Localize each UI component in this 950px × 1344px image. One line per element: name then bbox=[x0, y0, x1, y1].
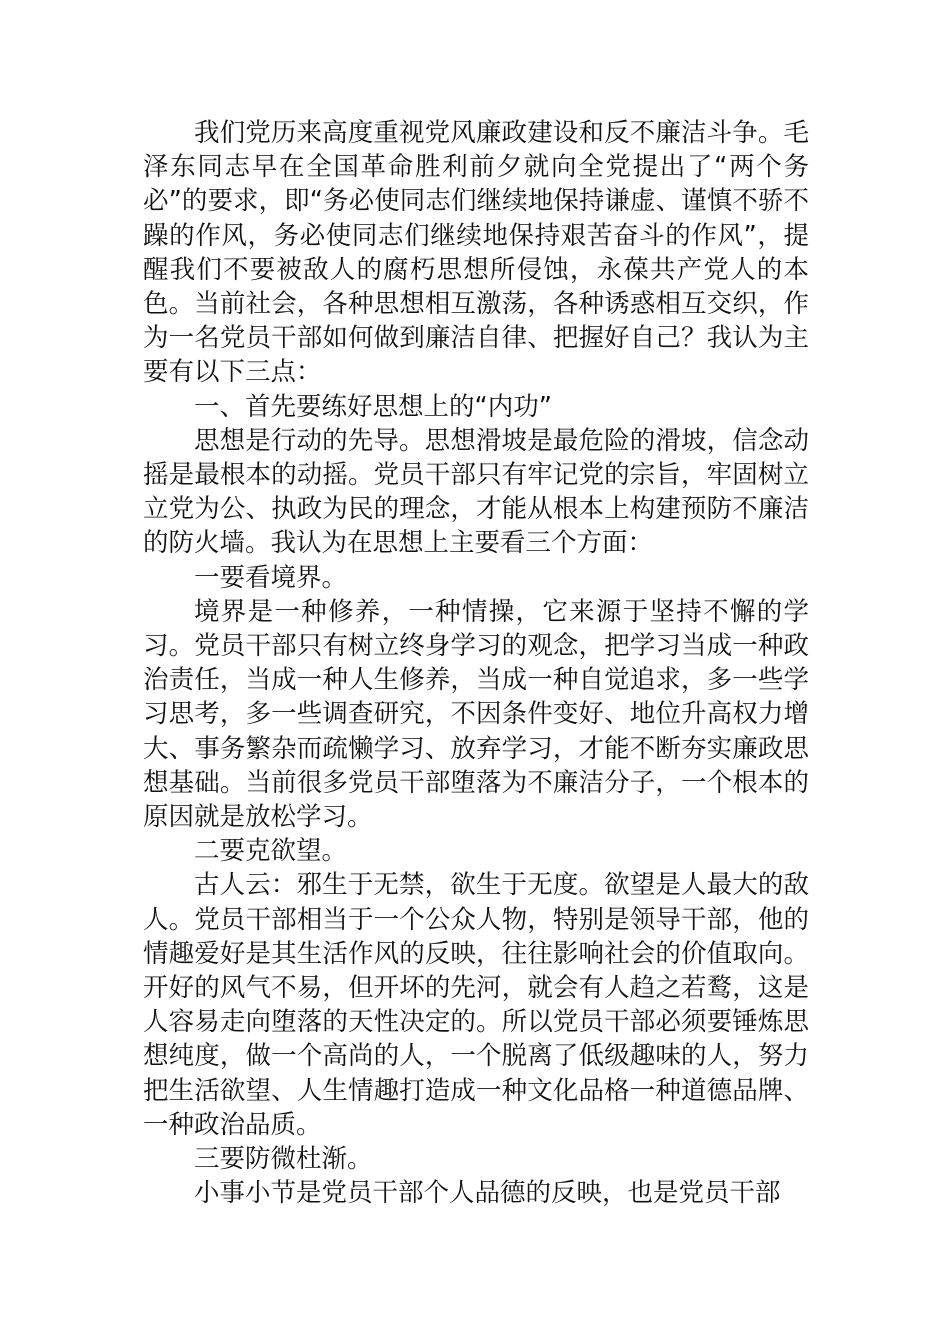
subheading-desire: 二要克欲望。 bbox=[194, 836, 348, 867]
body-paragraph: 古人云：邪生于无禁，欲生于无度。欲望是人最大的敌人。党员干部相当于一个公众人物，特别是领导干部，他的情趣爱好是其生活作风的反映，往往影响社会的价值取向。开好的风气不易，但开坏的先河，就会有人趋之若鹜，这是人容易走向堕落的天性决定的。所以党员干部必须要锤炼思想纯度，做一个高尚的人，一个脱离了低级趣味的人，努力把生活欲望、人生情趣打造成一种文化品格一种道德品牌、一种政治品质。 bbox=[143, 870, 809, 1140]
body-paragraph: 小事小节是党员干部个人品德的反映，也是党员干部 bbox=[194, 1178, 781, 1209]
body-paragraph: 境界是一种修养，一种情操，它来源于坚持不懈的学习。党员干部只有树立终身学习的观念，把学习当成一种政治责任，当成一种人生修养，当成一种自觉追求，多一些学习思考，多一些调查研究，不因条件变好、地位升高权力增大、事务繁杂而疏懒学习、放弃学习，才能不断夯实廉政思想基础。当前很多党员干部堕落为不廉洁分子，一个根本的原因就是放松学习。 bbox=[143, 596, 809, 833]
section-heading-1: 一、首先要练好思想上的“内功” bbox=[194, 391, 552, 422]
body-paragraph: 思想是行动的先导。思想滑坡是最危险的滑坡，信念动摇是最根本的动摇。党员干部只有牢记党的宗旨，牢固树立立党为公、执政为民的理念，才能从根本上构建预防不廉洁的防火墙。我认为在思想上主要看三个方面： bbox=[143, 425, 809, 559]
document-body bbox=[143, 116, 809, 1211]
subheading-prevention: 三要防微杜渐。 bbox=[194, 1144, 373, 1175]
subheading-realm: 一要看境界。 bbox=[194, 562, 348, 593]
intro-paragraph: 我们党历来高度重视党风廉政建设和反不廉洁斗争。毛泽东同志早在全国革命胜利前夕就向全党提出了“两个务必”的要求，即“务必使同志们继续地保持谦虚、谨慎不骄不躁的作风，务必使同志们继续地保持艰苦奋斗的作风”，提醒我们不要被敌人的腐朽思想所侵蚀，永葆共产党人的本色。当前社会，各种思想相互激荡，各种诱惑相互交织，作为一名党员干部如何做到廉洁自律、把握好自己？我认为主要有以下三点： bbox=[143, 118, 809, 388]
